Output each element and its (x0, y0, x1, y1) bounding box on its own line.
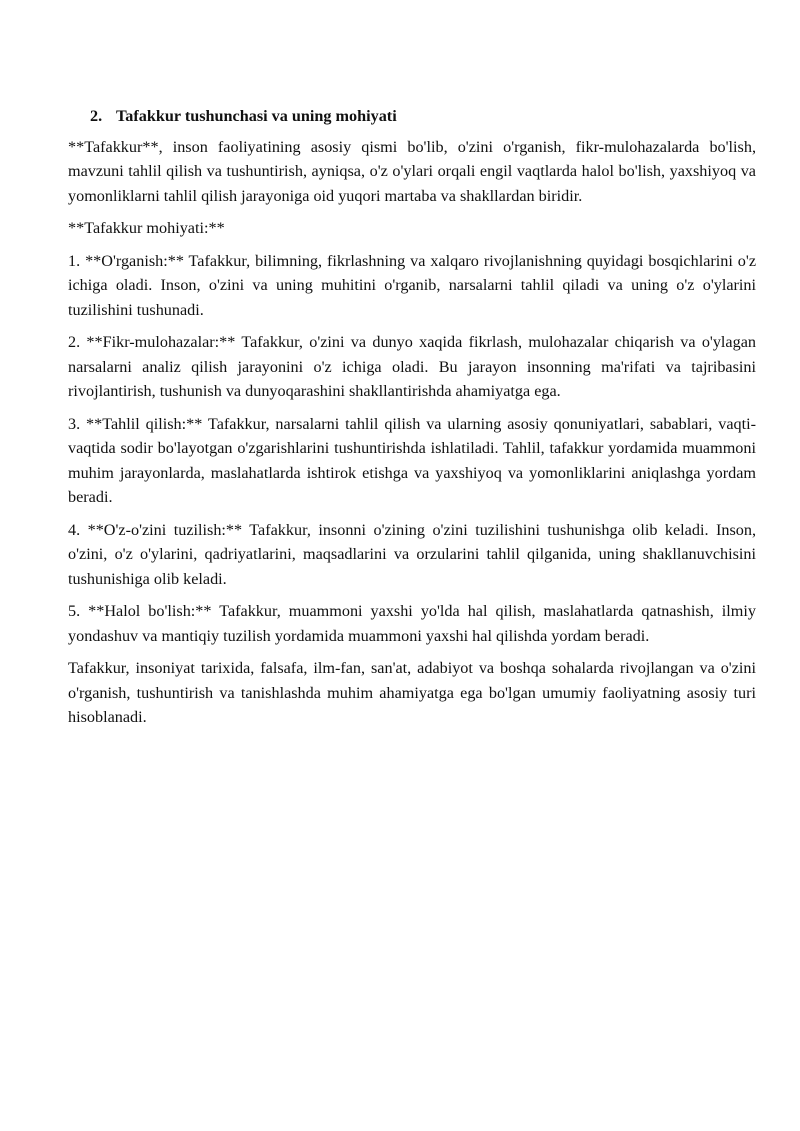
intro-paragraph: **Tafakkur**, inson faoliyatining asosiy qismi bo'lib, o'zini o'rganish, fikr-mulohazalarda bo'lish, mavzuni tahlil qilish va tushuntirish, ayniqsa, o'z o'ylari orqali engil vaqtlarda halol bo'lish, yaxshiyoq va yomonliklarni tahlil qilish jarayoniga oid yuqori martaba va shakllardan biridir. (68, 137, 756, 205)
section-heading (68, 104, 756, 129)
subheading-paragraph: **Tafakkur mohiyati:** (68, 219, 225, 237)
list-item-4: 4. **O'z-o'zini tuzilish:** Tafakkur, insonni o'zining o'zini tuzilishini tushunishga olib keladi. Inson, o'zini, o'z o'ylarini, qadriyatlarini, maqsadlarini va orzularini tahlil qilganida, uning shakllanuvchisini tushunishiga olib keladi. (68, 520, 756, 588)
list-item-1: 1. **O'rganish:** Tafakkur, bilimning, fikrlashning va xalqaro rivojlanishning quyidagi bosqichlarini o'z ichiga oladi. Inson, o'zini va uning muhitini o'rganib, narsalarni tahlil qiladi va uning o'z o'ylarini tuzilishini tushunadi. (68, 251, 756, 319)
section-title: Tafakkur tushunchasi va uning mohiyati (116, 107, 397, 125)
list-item-3: 3. **Tahlil qilish:** Tafakkur, narsalarni tahlil qilish va ularning asosiy qonuniyatlari, sabablari, vaqti-vaqtida sodir bo'layotgan o'zgarishlarini tushuntirishda ishlatiladi. Tahlil, tafakkur yordamida muammoni muhim jarayonlarda, maslahatlarda ishtirok etishga va yaxshiyoq va yomonliklarini aniqlashga yordam beradi. (68, 414, 756, 506)
section-number: 2. (90, 107, 103, 125)
document-page (68, 104, 756, 738)
list-item-2: 2. **Fikr-mulohazalar:** Tafakkur, o'zini va dunyo xaqida fikrlash, mulohazalar chiqarish va o'ylagan narsalarni analiz qilish jarayonini o'z ichiga oladi. Bu jarayon insonning ma'rifati va tajribasini rivojlantirish, tushunish va dunyoqarashini shakllantirishda ahamiyatga ega. (68, 333, 756, 400)
conclusion-paragraph: Tafakkur, insoniyat tarixida, falsafa, ilm-fan, san'at, adabiyot va boshqa sohalarda rivojlangan va o'zini o'rganish, tushuntirish va tanishlashda muhim ahamiyatga ega bo'lgan umumiy faoliyatning asosiy turi hisoblanadi. (68, 659, 756, 726)
list-item-5: 5. **Halol bo'lish:** Tafakkur, muammoni yaxshi yo'lda hal qilish, maslahatlarda qatnashish, ilmiy yondashuv va mantiqiy tuzilish yordamida muammoni yaxshi hal qilishda yordam beradi. (68, 602, 756, 645)
